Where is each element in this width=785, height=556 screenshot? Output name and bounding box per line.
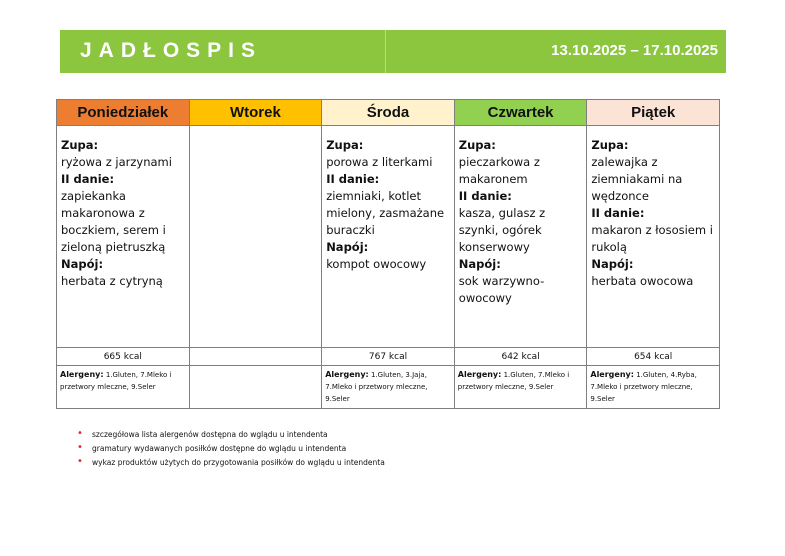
allergens-monday xyxy=(57,366,190,409)
kcal-tuesday xyxy=(189,348,322,366)
allergens-row xyxy=(57,366,720,409)
soup-label: Zupa: xyxy=(326,138,364,152)
allergens-text: 1.Gluten, 3.Jaja, 7.Mleko i przetwory mleczne, 9.Seler xyxy=(325,371,428,403)
main-course-text: zapiekanka makaronowa z boczkiem, serem i zieloną pietruszką xyxy=(61,189,166,254)
note-item: • gramatury wydawanych posiłków dostępne do wglądu u intendenta xyxy=(76,442,385,456)
soup-text: zalewajka z ziemniakami na wędzonce xyxy=(591,155,683,203)
allergens-friday xyxy=(587,366,720,409)
page-title: JADŁOSPIS xyxy=(80,39,263,62)
soup-label: Zupa: xyxy=(458,138,496,152)
drink-label: Napój: xyxy=(61,257,104,271)
allergens-text: 1.Gluten, 7.Mleko i przetwory mleczne, 9.Seler xyxy=(457,371,570,391)
day-header-tuesday: Wtorek xyxy=(189,100,322,126)
note-item: • wykaz produktów użytych do przygotowania posiłków do wglądu u intendenta xyxy=(76,456,385,470)
main-course-text: ziemniaki, kotlet mielony, zasmażane buraczki xyxy=(326,189,445,237)
allergens-tuesday xyxy=(189,366,322,409)
kcal-thursday: 642 kcal xyxy=(454,348,587,366)
menu-cell-thursday xyxy=(454,126,587,348)
main-course-label: II danie: xyxy=(591,206,645,220)
soup-text: pieczarkowa z makaronem xyxy=(458,155,540,186)
notes-list xyxy=(76,428,385,470)
main-course-label: II danie: xyxy=(61,172,115,186)
date-range: 13.10.2025 – 17.10.2025 xyxy=(551,42,718,59)
main-course-text: makaron z łososiem i rukolą xyxy=(591,223,713,254)
soup-text: ryżowa z jarzynami xyxy=(61,155,172,169)
drink-text: herbata z cytryną xyxy=(61,274,163,288)
day-header-wednesday: Środa xyxy=(322,100,455,126)
soup-text: porowa z literkami xyxy=(326,155,433,169)
allergens-wednesday xyxy=(322,366,455,409)
menu-cell-tuesday xyxy=(189,126,322,348)
drink-label: Napój: xyxy=(326,240,369,254)
drink-text: herbata owocowa xyxy=(591,274,694,288)
allergens-label: Alergeny: xyxy=(60,370,104,379)
allergens-label: Alergeny: xyxy=(457,370,502,379)
allergens-label: Alergeny: xyxy=(590,370,634,379)
soup-label: Zupa: xyxy=(591,138,629,152)
menu-row xyxy=(57,126,720,348)
banner-divider xyxy=(385,30,386,73)
menu-table xyxy=(56,99,720,409)
day-header-row xyxy=(57,100,720,126)
kcal-row xyxy=(57,348,720,366)
kcal-monday: 665 kcal xyxy=(57,348,190,366)
note-item: • szczegółowa lista alergenów dostępna do wglądu u intendenta xyxy=(76,428,385,442)
main-course-label: II danie: xyxy=(458,189,512,203)
day-header-monday: Poniedziałek xyxy=(57,100,190,126)
soup-label: Zupa: xyxy=(61,138,99,152)
kcal-friday: 654 kcal xyxy=(587,348,720,366)
allergens-text: 1.Gluten, 7.Mleko i przetwory mleczne, 9.Seler xyxy=(60,371,172,391)
day-header-thursday: Czwartek xyxy=(454,100,587,126)
drink-label: Napój: xyxy=(458,257,501,271)
day-header-friday: Piątek xyxy=(587,100,720,126)
main-course-text: kasza, gulasz z szynki, ogórek konserwowy xyxy=(458,206,546,254)
drink-text: kompot owocowy xyxy=(326,257,427,271)
allergens-thursday xyxy=(454,366,587,409)
menu-cell-wednesday xyxy=(322,126,455,348)
menu-cell-monday xyxy=(57,126,190,348)
menu-cell-friday xyxy=(587,126,720,348)
main-course-label: II danie: xyxy=(326,172,380,186)
allergens-text: 1.Gluten, 4.Ryba, 7.Mleko i przetwory mleczne, 9.Seler xyxy=(590,371,697,403)
kcal-wednesday: 767 kcal xyxy=(322,348,455,366)
header-banner xyxy=(60,30,726,73)
allergens-label: Alergeny: xyxy=(325,370,369,379)
drink-label: Napój: xyxy=(591,257,634,271)
drink-text: sok warzywno-owocowy xyxy=(458,274,545,305)
